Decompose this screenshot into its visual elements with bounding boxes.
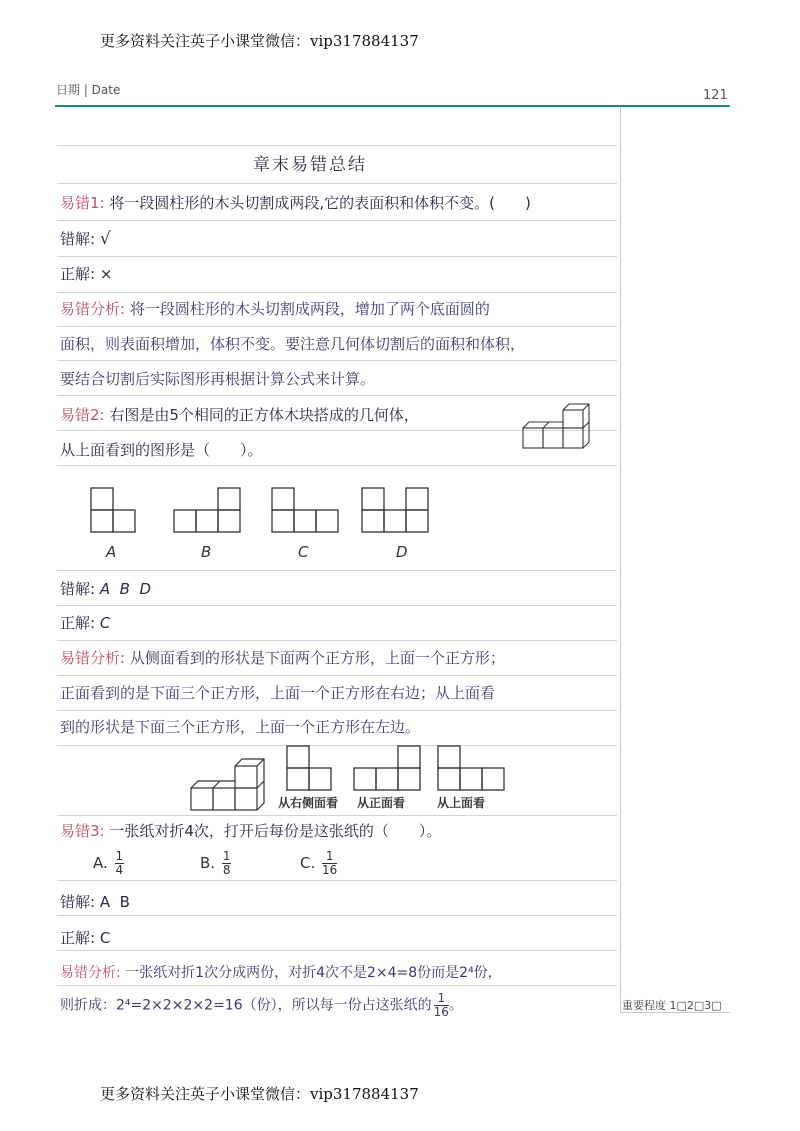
q3-analysis-text-1: 一张纸对折1次分成两份，对折4次不是2×4=8份而是2⁴份， (125, 965, 502, 981)
q2-caption-right-view: 从右侧面看 (278, 796, 339, 810)
watermark-bottom: 更多资料关注英子小课堂微信：vip317884137 (100, 1085, 419, 1103)
q1-analysis-line-2: 面积，则表面积增加，体积不变。要注意几何体切割后的面积和体积， (60, 335, 526, 353)
page-number: 121 (703, 88, 728, 103)
q3-option-b-fraction: $\frac{1}{8}$ (222, 849, 231, 877)
q3-option-b (200, 850, 231, 877)
q3-analysis-line-2: 则折成：2⁴=2×2×2×2=16（份），所以每一份占这张纸的 $\frac{1}{16}$ 。 (60, 991, 463, 1019)
importance-rule (620, 1012, 730, 1013)
q1-analysis-line-1 (60, 298, 490, 319)
q2-wrong-label: 错解: (60, 580, 96, 598)
q3-analysis-line-1 (60, 962, 502, 982)
watermark-top: 更多资料关注英子小课堂微信：vip317884137 (100, 32, 419, 50)
q2-right (60, 612, 110, 633)
q3-option-c (300, 850, 337, 877)
importance-rating: 重要程度 1□2□3□ (622, 999, 722, 1012)
q2-text-1: 右图是由5个相同的正方体木块搭成的几何体， (109, 406, 419, 424)
q3-analysis-text-2: 则折成：2⁴=2×2×2×2=16（份），所以每一份占这张纸的 (60, 997, 432, 1014)
q3-right (60, 927, 110, 948)
q2-wrong-value: A B D (99, 580, 152, 598)
q2-question-line-2: 从上面看到的图形是（ ）。 (60, 441, 263, 459)
q3-wrong-value: A B (99, 893, 130, 911)
q2-analysis-line-2: 正面看到的是下面三个正方形，上面一个正方形在右边；从上面看 (60, 684, 496, 702)
q1-analysis-label: 易错分析: (60, 300, 126, 318)
q3-option-b-letter: B. (200, 854, 216, 872)
q3-option-c-letter: C. (300, 854, 316, 872)
q2-caption-front-view: 从正面看 (357, 796, 406, 810)
q2-right-label: 正解: (60, 614, 96, 632)
q3-text: 一张纸对折4次，打开后每份是这张纸的（ ）。 (109, 822, 442, 840)
q2-front-view-figure (352, 744, 426, 792)
date-label: 日期 | Date (56, 83, 121, 97)
margin-line (620, 108, 621, 1013)
q1-wrong-value: √ (99, 229, 111, 249)
page-title: 章末易错总结 (253, 155, 367, 175)
q3-option-c-fraction: $\frac{1}{16}$ (322, 849, 338, 877)
q3-option-a-fraction: $\frac{1}{4}$ (115, 849, 124, 877)
q3-option-a (93, 850, 124, 877)
q2-right-value: C (99, 614, 111, 632)
q1-right-label: 正解: (60, 265, 96, 283)
q1-label: 易错1: (60, 194, 105, 212)
q2-question-line-1 (60, 404, 419, 425)
q2-option-a-figure (88, 486, 138, 534)
q2-wrong (60, 578, 151, 599)
q2-caption-top-view: 从上面看 (437, 796, 486, 810)
q2-option-b-figure (172, 486, 244, 534)
q1-analysis-text-1: 将一段圆柱形的木头切割成两段，增加了两个底面圆的 (129, 300, 490, 318)
q2-analysis-line-3: 到的形状是下面三个正方形，上面一个正方形在左边。 (60, 718, 421, 736)
q2-cube-figure (520, 402, 590, 452)
q2-option-b-label: B (201, 543, 212, 561)
q2-analysis-text-1: 从侧面看到的形状是下面两个正方形，上面一个正方形； (129, 649, 505, 667)
header-rule (55, 105, 730, 107)
q2-right-view-figure (284, 744, 336, 792)
q2-label: 易错2: (60, 406, 105, 424)
q2-analysis-label: 易错分析: (60, 649, 126, 667)
q2-option-a-label: A (106, 543, 117, 561)
q3-wrong (60, 891, 130, 912)
q1-right (60, 263, 112, 284)
q2-option-d-label: D (396, 543, 408, 561)
q2-option-d-figure (360, 486, 432, 534)
q3-answer-fraction: $\frac{1}{16}$ (433, 991, 449, 1019)
q1-right-value: × (99, 265, 113, 283)
q3-right-value: C (99, 929, 111, 947)
q3-right-label: 正解: (60, 929, 96, 947)
q3-question (60, 820, 441, 841)
q2-option-c-figure (270, 486, 342, 534)
q1-wrong (60, 228, 111, 249)
q1-analysis-line-3: 要结合切割后实际图形再根据计算公式来计算。 (60, 370, 376, 388)
q3-option-a-letter: A. (93, 854, 108, 872)
q1-text: 将一段圆柱形的木头切割成两段,它的表面积和体积不变。( ) (109, 194, 531, 212)
q2-analysis-line-1 (60, 647, 505, 668)
q3-wrong-label: 错解: (60, 893, 96, 911)
q2-analysis-cube-figure (188, 758, 268, 814)
q3-label: 易错3: (60, 822, 105, 840)
q1-question (60, 192, 531, 213)
q2-top-view-figure (436, 744, 510, 792)
q1-wrong-label: 错解: (60, 230, 96, 248)
q2-option-c-label: C (298, 543, 309, 561)
q3-analysis-label: 易错分析: (60, 965, 121, 981)
